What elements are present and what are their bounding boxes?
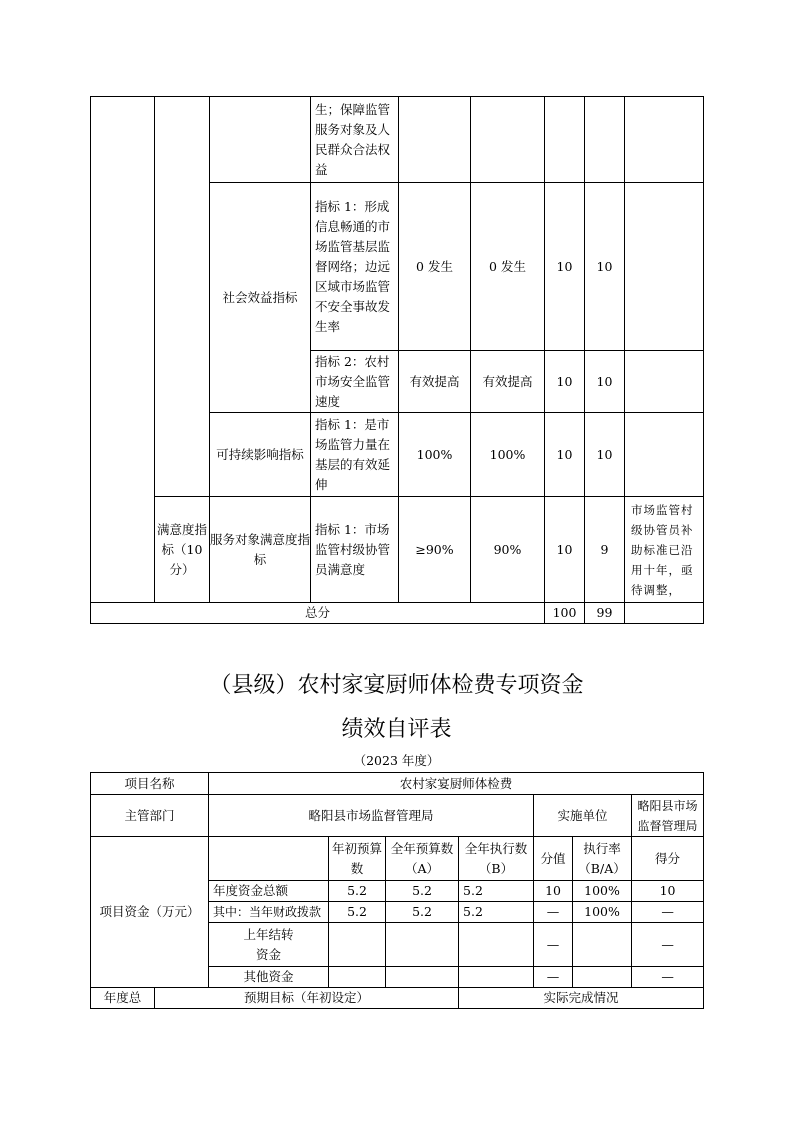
row2-label: 其中：当年财政拨款 — [209, 902, 329, 923]
row-d-weight: 10 — [545, 413, 585, 497]
header-weight: 分值 — [534, 837, 573, 881]
impl-unit-value: 略阳县市场监督管理局 — [632, 795, 704, 837]
row-b-score: 10 — [585, 183, 625, 351]
blank-second-level-cell — [155, 97, 210, 497]
row-c-actual: 有效提高 — [471, 351, 545, 413]
row-e-actual: 90% — [471, 497, 545, 603]
row-e-indicator: 指标 1：市场监管村级协管员满意度 — [311, 497, 399, 603]
year-label: （2023 年度） — [353, 753, 440, 768]
row-e-note: 市场监管村级协管员补助标准已沿用十年，亟待调整， — [625, 497, 704, 603]
project-name: 农村家宴厨师体检费 — [209, 773, 704, 795]
page-title: （县级）农村家宴厨师体检费专项资金 — [209, 673, 584, 698]
project-name-label: 项目名称 — [91, 773, 209, 795]
dept-label: 主管部门 — [91, 795, 209, 837]
satisfaction-label: 满意度指标（10 分） — [155, 497, 210, 603]
header-score: 得分 — [632, 837, 704, 881]
row-c-indicator: 指标 2：农村市场安全监管速度 — [311, 351, 399, 413]
row1-full: 5.2 — [386, 881, 459, 902]
row-d-indicator: 指标 1：是市场监管力量在基层的有效延伸 — [311, 413, 399, 497]
row-e-score: 9 — [585, 497, 625, 603]
row-d-actual: 100% — [471, 413, 545, 497]
total-score: 99 — [585, 603, 625, 624]
row-e-target: ≥90% — [399, 497, 471, 603]
row4-weight: — — [534, 967, 573, 988]
blank-first-level-cell — [91, 97, 155, 603]
project-funds-label: 项目资金（万元） — [91, 837, 209, 988]
row1-weight: 10 — [534, 881, 573, 902]
header-execution-rate: 执行率（B/A） — [573, 837, 632, 881]
blank-third-level-cell — [210, 97, 311, 183]
row-a-indicator: 生；保障监管服务对象及人民群众合法权益 — [311, 97, 399, 183]
row2-exec: 5.2 — [459, 902, 534, 923]
row1-exec: 5.2 — [459, 881, 534, 902]
indicator-table-continued — [90, 96, 704, 624]
row-d-target: 100% — [399, 413, 471, 497]
row2-rate: 100% — [573, 902, 632, 923]
social-benefit-label: 社会效益指标 — [210, 183, 311, 413]
header-execution: 全年执行数（B） — [459, 837, 534, 881]
row2-weight: — — [534, 902, 573, 923]
header-initial-budget: 年初预算数 — [329, 837, 386, 881]
row-b-actual: 0 发生 — [471, 183, 545, 351]
row-b-indicator: 指标 1：形成信息畅通的市场监管基层监督网络；边远区域市场监管不安全事故发生率 — [311, 183, 399, 351]
annual-goal-label: 年度总 — [91, 988, 155, 1009]
row3-score: — — [632, 923, 704, 967]
row2-score: — — [632, 902, 704, 923]
row3-label: 上年结转资金 — [209, 923, 329, 967]
row1-label: 年度资金总额 — [209, 881, 329, 902]
row2-full: 5.2 — [386, 902, 459, 923]
page-subtitle: 绩效自评表 — [341, 717, 452, 742]
impl-unit-label: 实施单位 — [534, 795, 632, 837]
row-c-target: 有效提高 — [399, 351, 471, 413]
row1-score: 10 — [632, 881, 704, 902]
actual-completion-header: 实际完成情况 — [459, 988, 704, 1009]
row-c-weight: 10 — [545, 351, 585, 413]
satisfaction-sub-label: 服务对象满意度指标 — [210, 497, 311, 603]
row-b-target: 0 发生 — [399, 183, 471, 351]
header-full-year-budget: 全年预算数（A） — [386, 837, 459, 881]
row-e-weight: 10 — [545, 497, 585, 603]
row1-initial: 5.2 — [329, 881, 386, 902]
row1-rate: 100% — [573, 881, 632, 902]
self-evaluation-table — [90, 772, 704, 1009]
expected-goal-header: 预期目标（年初设定） — [155, 988, 459, 1009]
sustainable-impact-label: 可持续影响指标 — [210, 413, 311, 497]
row2-initial: 5.2 — [329, 902, 386, 923]
dept-value: 略阳县市场监督管理局 — [209, 795, 534, 837]
total-label: 总分 — [91, 603, 545, 624]
row3-weight: — — [534, 923, 573, 967]
row4-label: 其他资金 — [209, 967, 329, 988]
row4-score: — — [632, 967, 704, 988]
row-c-score: 10 — [585, 351, 625, 413]
row-d-score: 10 — [585, 413, 625, 497]
total-weight: 100 — [545, 603, 585, 624]
row-b-weight: 10 — [545, 183, 585, 351]
